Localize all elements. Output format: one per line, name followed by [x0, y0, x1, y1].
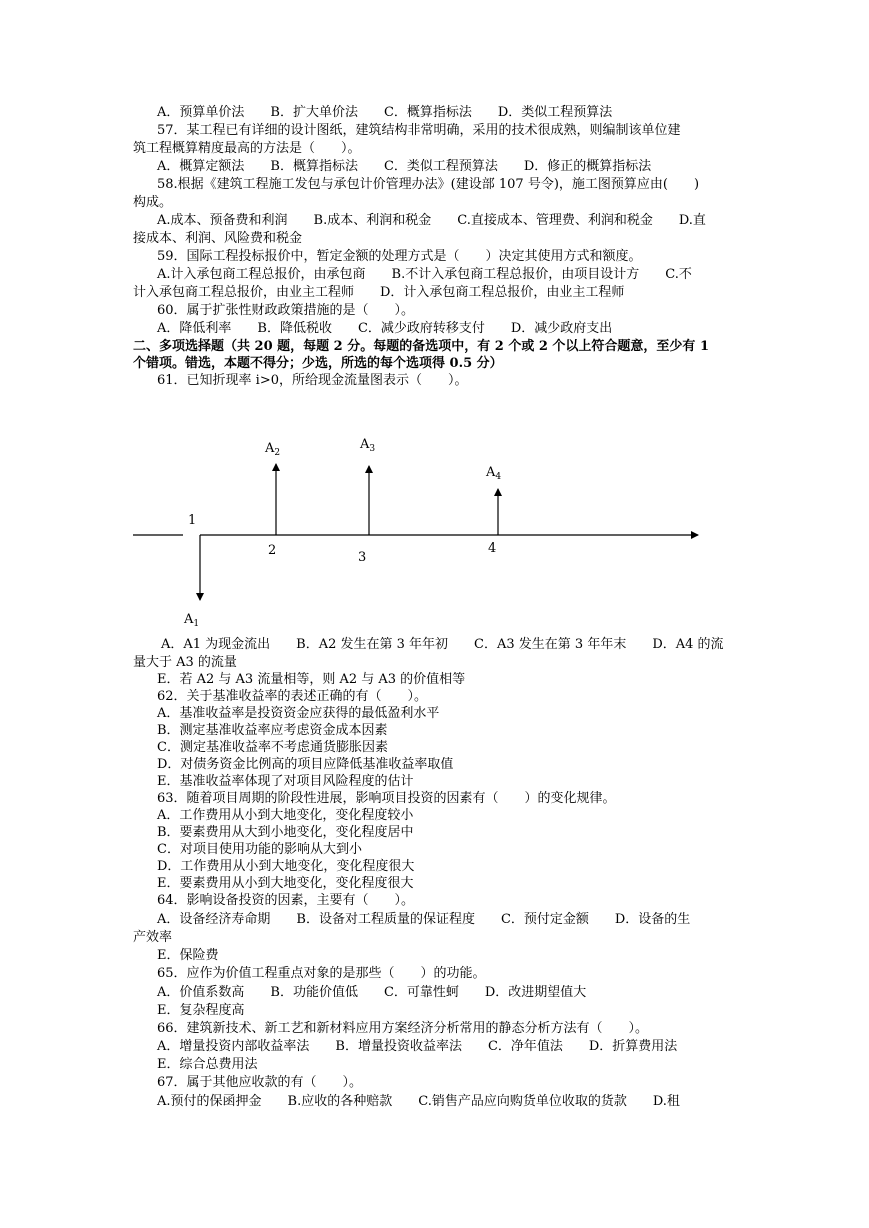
q64-options-cont: 产效率 — [133, 930, 173, 945]
q61-options: A．A1 为现金流出 B．A2 发生在第 3 年年初 C．A3 发生在第 3 年年末 D．A4 的流 — [161, 637, 724, 652]
q64-stem: 64．影响设备投资的因素，主要有（ ）。 — [157, 893, 415, 908]
q63-option-c: C．对项目使用功能的影响从大到小 — [157, 842, 362, 857]
q65-options: A．价值系数高 B．功能价值低 C．可靠性蚵 D．改进期望值大 — [157, 985, 587, 1000]
label-a1: $A_1$ — [184, 612, 200, 629]
q58-stem-cont: 构成。 — [133, 195, 173, 210]
q64-option-e: E．保险费 — [157, 948, 219, 963]
q66-options: A．增量投资内部收益率法 B．增量投资收益率法 C．净年值法 D．折算费用法 — [157, 1039, 678, 1054]
tick-1: 1 — [188, 513, 197, 528]
q59-options: A.计入承包商工程总报价，由承包商 B.不计入承包商工程总报价，由项目设计方 C.不 — [157, 267, 692, 282]
q63-option-d: D．工作费用从小到大地变化，变化程度很大 — [157, 859, 415, 874]
tick-4: 4 — [488, 541, 497, 556]
tick-2: 2 — [268, 543, 277, 558]
label-a2: $A_2$ — [265, 441, 281, 458]
label-a4: $A_4$ — [486, 465, 502, 482]
q67-stem: 67．属于其他应收款的有（ ）。 — [157, 1075, 363, 1090]
q57-stem-cont: 筑工程概算精度最高的方法是（ ）。 — [133, 141, 361, 156]
q60-stem: 60．属于扩张性财政政策措施的是（ ）。 — [157, 303, 415, 318]
label-a3: $A_3$ — [360, 437, 376, 454]
q57-options: A．概算定额法 B．概算指标法 C．类似工程预算法 D．修正的概算指标法 — [157, 159, 652, 174]
tick-3: 3 — [358, 550, 367, 565]
q63-option-b: B．要素费用从大到小地变化，变化程度居中 — [157, 825, 414, 840]
q58-stem: 58.根据《建筑工程施工发包与承包计价管理办法》(建设部 107 号令)，施工图预算应由( ) — [157, 177, 700, 192]
q57-stem: 57．某工程已有详细的设计图纸，建筑结构非常明确，采用的技术很成熟，则编制该单位建 — [157, 123, 681, 138]
q58-options: A.成本、预备费和利润 B.成本、利润和税金 C.直接成本、管理费、利润和税金 D.直 — [157, 213, 706, 228]
q63-option-a: A．工作费用从小到大地变化，变化程度较小 — [157, 808, 414, 823]
q59-stem: 59．国际工程投标报价中，暂定金额的处理方式是（ ）决定其使用方式和额度。 — [157, 249, 642, 264]
q63-stem: 63．随着项目周期的阶段性进展，影响项目投资的因素有（ ）的变化规律。 — [157, 791, 616, 806]
q67-options: A.预付的保函押金 B.应收的各种赔款 C.销售产品应向购货单位收取的货款 D.租 — [157, 1094, 680, 1109]
q59-options-cont: 计入承包商工程总报价，由业主工程师 D．计入承包商工程总报价，由业主工程师 — [133, 285, 625, 300]
q62-option-a: A．基准收益率是投资资金应获得的最低盈利水平 — [157, 706, 440, 721]
q62-stem: 62．关于基准收益率的表述正确的有（ ）。 — [157, 689, 428, 704]
q62-option-d: D．对债务资金比例高的项目应降低基准收益率取值 — [157, 757, 454, 772]
q66-stem: 66．建筑新技术、新工艺和新材料应用方案经济分析常用的静态分析方法有（ ）。 — [157, 1021, 649, 1036]
q65-option-e: E．复杂程度高 — [157, 1003, 245, 1018]
q62-option-c: C．测定基准收益率不考虑通货膨胀因素 — [157, 740, 388, 755]
q61-options-cont: 量大于 A3 的流量 — [133, 655, 237, 670]
section-heading-cont: 个错项。错选，本题不得分；少选，所选的每个选项得 0.5 分） — [133, 356, 503, 371]
q66-option-e: E．综合总费用法 — [157, 1057, 258, 1072]
q65-stem: 65．应作为价值工程重点对象的是那些（ ）的功能。 — [157, 966, 486, 981]
section-heading: 二、多项选择题（共 20 题，每题 2 分。每题的备选项中，有 2 个或 2 个以上符合题意，至少有 1 — [133, 339, 710, 354]
q56-options: A．预算单价法 B．扩大单价法 C．概算指标法 D．类似工程预算法 — [157, 105, 613, 120]
q62-option-b: B．测定基准收益率应考虑资金成本因素 — [157, 723, 388, 738]
q62-option-e: E．基准收益率体现了对项目风险程度的估计 — [157, 774, 414, 789]
q61-option-e: E．若 A2 与 A3 流量相等，则 A2 与 A3 的价值相等 — [157, 672, 466, 687]
q61-stem: 61．已知折现率 i>0，所给现金流量图表示（ ）。 — [157, 373, 468, 388]
q63-option-e: E．要素费用从小到大地变化，变化程度很大 — [157, 876, 414, 891]
q64-options: A．设备经济寿命期 B．设备对工程质量的保证程度 C．预付定金额 D．设备的生 — [157, 912, 691, 927]
q58-options-cont: 接成本、利润、风险费和税金 — [133, 231, 303, 246]
q60-options: A．降低利率 B．降低税收 C．减少政府转移支付 D．减少政府支出 — [157, 321, 613, 336]
